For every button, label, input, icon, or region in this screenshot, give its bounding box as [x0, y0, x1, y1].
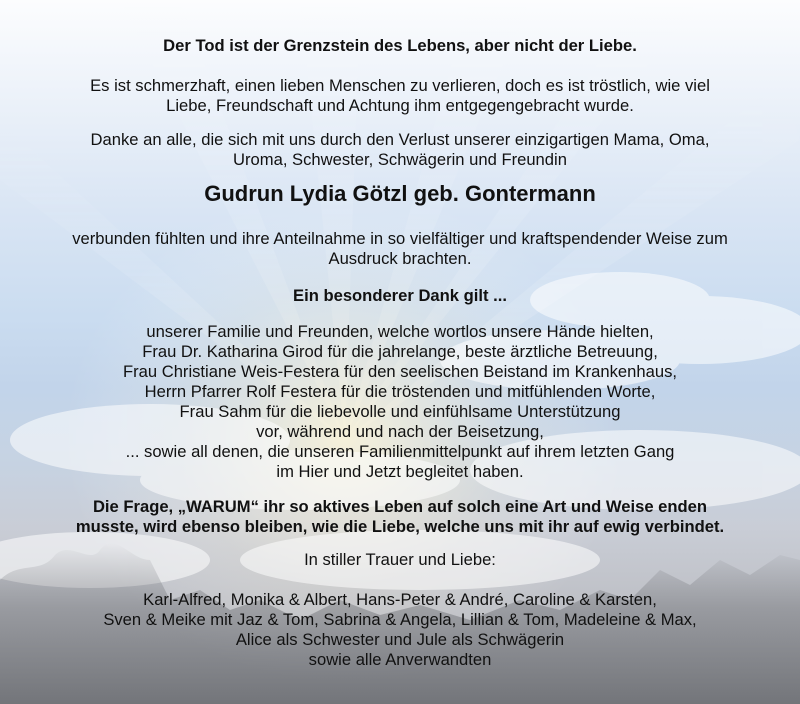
question-line: Die Frage, „WARUM“ ihr so aktives Leben auf solch eine Art und Weise enden — [92, 497, 708, 516]
question-line: musste, wird ebenso bleiben, wie die Liebe, welche uns mit ihr auf ewig verbindet. — [75, 517, 725, 536]
deceased-name: Gudrun Lydia Götzl geb. Gontermann — [204, 181, 596, 206]
intro-line: Es ist schmerzhaft, einen lieben Menschen zu verlieren, doch es ist tröstlich, wie viel — [90, 76, 710, 95]
special-thanks-line: Frau Dr. Katharina Girod für die jahrelange, beste ärztliche Betreuung, — [142, 342, 658, 361]
family-line: Alice als Schwester und Jule als Schwägerin — [235, 630, 565, 649]
special-thanks-line: im Hier und Jetzt begleitet haben. — [276, 462, 524, 481]
family-line: sowie alle Anverwandten — [308, 650, 492, 669]
thanks-paragraph — [0, 130, 800, 170]
connected-line: Ausdruck brachten. — [328, 249, 472, 268]
family-line: Sven & Meike mit Jaz & Tom, Sabrina & Angela, Lillian & Tom, Madeleine & Max, — [103, 610, 697, 629]
thanks-line: Danke an alle, die sich mit uns durch den Verlust unserer einzigartigen Mama, Oma, — [90, 130, 710, 149]
family-signatures — [0, 590, 800, 670]
special-thanks-line: Frau Sahm für die liebevolle und einfühlsame Unterstützung — [179, 402, 621, 421]
special-thanks-heading: Ein besonderer Dank gilt ... — [293, 286, 507, 305]
motto-heading: Der Tod ist der Grenzstein des Lebens, aber nicht der Liebe. — [163, 36, 637, 55]
intro-line: Liebe, Freundschaft und Achtung ihm entgegengebracht wurde. — [166, 96, 634, 115]
special-thanks-line: ... sowie all denen, die unseren Familienmittelpunkt auf ihrem letzten Gang — [125, 442, 675, 461]
connected-paragraph — [0, 229, 800, 269]
connected-line: verbunden fühlten und ihre Anteilnahme in so vielfältiger und kraftspendender Weise zum — [72, 229, 728, 248]
special-thanks-line: vor, während und nach der Beisetzung, — [256, 422, 544, 441]
special-thanks-line: Frau Christiane Weis-Festera für den seelischen Beistand im Krankenhaus, — [122, 362, 677, 381]
intro-paragraph — [0, 76, 800, 116]
special-thanks-line: unserer Familie und Freunden, welche wortlos unsere Hände hielten, — [146, 322, 654, 341]
thanks-line: Uroma, Schwester, Schwägerin und Freundin — [233, 150, 567, 169]
special-thanks-line: Herrn Pfarrer Rolf Festera für die tröstenden und mitfühlenden Worte, — [144, 382, 656, 401]
special-thanks-list — [0, 322, 800, 482]
family-line: Karl-Alfred, Monika & Albert, Hans-Peter & André, Caroline & Karsten, — [143, 590, 657, 609]
mourning-line: In stiller Trauer und Liebe: — [304, 550, 496, 569]
question-paragraph — [0, 497, 800, 537]
